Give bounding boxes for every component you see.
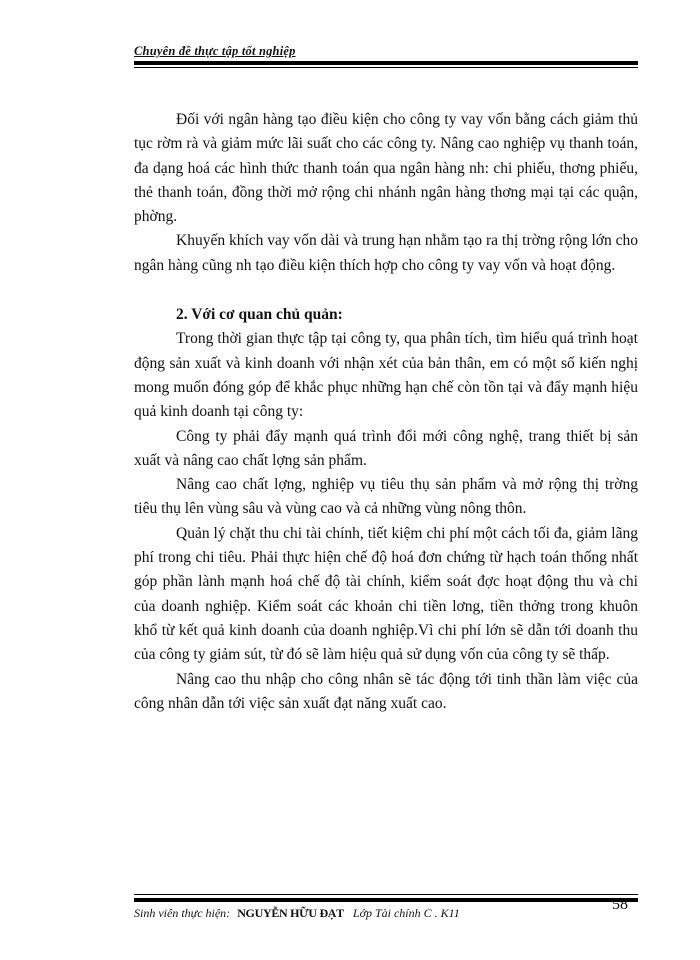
footer-label: Sinh viên thực hiện: bbox=[134, 906, 231, 920]
paragraph-income: Nâng cao thu nhập cho công nhân sẽ tác động tới tinh thần làm việc của công nhân dẫn tới việc sản xuất đạt năng xuất cao. bbox=[134, 670, 638, 712]
header-rule-thick bbox=[134, 61, 638, 65]
header-rule-thin bbox=[134, 67, 638, 68]
paragraph-bank-support: Đối với ngân hàng tạo điều kiện cho công ty vay vốn bằng cách giảm thủ tục rờm rà và giảm mức lãi suất cho các công ty. Nâng cao nghiệp vụ thanh toán, đa dạng hoá các hình thức thanh toán qua ngân hàng nh: chi phiếu, thơng phiếu, thẻ thanh toán, đồng thời mở rộng chi nhánh ngân hàng thơng mại tại các quận, phờng. bbox=[134, 111, 638, 226]
paragraph-finance-control: Quản lý chặt thu chi tài chính, tiết kiệm chi phí một cách tối đa, giảm lãng phí trong chi tiêu. Phải thực hiện chế độ hoá đơn chứng từ hạch toán thống nhất góp phần lành mạnh hoá chế độ tài chính, kiểm soát đợc hoạt động thu và chi của doanh nghiệp. Kiểm soát các khoản chi tiền lơng, tiền thởng trong khuôn khổ từ kết quả kinh doanh của doanh nghiệp.Vì chi phí lớn sẽ dẫn tới doanh thu của công ty giảm sút, từ đó sẽ làm hiệu quả sử dụng vốn của công ty sẽ thấp. bbox=[134, 524, 638, 664]
footer-rule-thin bbox=[134, 894, 638, 895]
footer-student-info bbox=[134, 906, 460, 921]
footer-student-name: NGUYỄN HỮU ĐẠT bbox=[237, 906, 344, 920]
page-number: 58 bbox=[612, 896, 628, 913]
paragraph-intro: Trong thời gian thực tập tại công ty, qua phân tích, tìm hiểu quá trình hoạt động sản xuất và kinh doanh với nhận xét của bản thân, em có một số kiến nghị mong muốn đóng góp để khắc phục những hạn chế còn tồn tại và đẩy mạnh hiệu quả kinh doanh tại công ty: bbox=[134, 330, 638, 421]
page-header-title: Chuyên đề thực tập tốt nghiệp bbox=[134, 44, 296, 58]
paragraph-technology: Công ty phải đẩy mạnh quá trình đổi mới công nghệ, trang thiết bị sản xuất và nâng cao chất lợng sản phẩm. bbox=[134, 427, 638, 469]
paragraph-quality: Nâng cao chất lợng, nghiệp vụ tiêu thụ sản phẩm và mở rộng thị trờng tiêu thụ lên vùng sâu và vùng cao và cả những vùng nông thôn. bbox=[134, 476, 638, 518]
paragraph-long-term-loans: Khuyến khích vay vốn dài và trung hạn nhằm tạo ra thị trờng rộng lớn cho ngân hàng cũng nh tạo điều kiện thích hợp cho công ty vay vốn và hoạt động. bbox=[134, 232, 638, 274]
document-body bbox=[134, 108, 638, 716]
section-heading: 2. Với cơ quan chủ quản: bbox=[176, 306, 343, 324]
footer-class: Lớp Tài chính C . K11 bbox=[352, 906, 460, 920]
footer-rule-thick bbox=[134, 898, 638, 902]
